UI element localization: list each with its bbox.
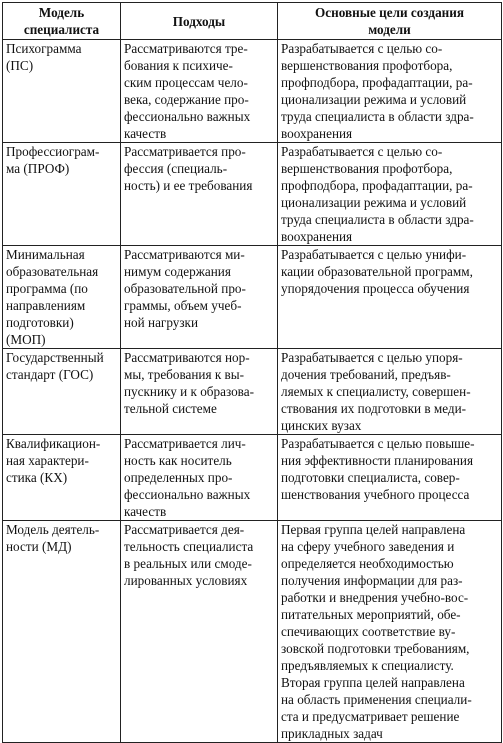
cell-goal: Разрабатывается с целью повыше- ния эффективности планирования подготовки специалиста, совер- шенствования учебного процесса [278,435,502,521]
cell-approach: Рассматривается дея- тельность специалиста в реальных или смоде- лированных условиях [121,521,278,743]
cell-approach: Рассматривается про- фессия (специаль- ность) и ее требования [121,143,278,246]
table-row [3,349,502,435]
cell-approach: Рассматриваются ми- нимум содержания образовательной про- граммы, объем учеб- ной нагрузки [121,246,278,349]
cell-goal: Разрабатывается с целью со- вершенствования профотбора, профподбора, профадаптации, ра- ционализации режима и условий труда специалиста в области здра- воохранения [278,143,502,246]
cell-goal: Разрабатывается с целью упоря- дочения требований, предъяв- ляемых к специалисту, совершен- ствования их подготовки в меди- цинских вузах [278,349,502,435]
cell-model: Минимальная образовательная программа (по направлениям подготовки) (МОП) [3,246,121,349]
cell-goal: Разрабатывается с целью со- вершенствования профотбора, профподбора, профадаптации, ра- ционализации режима и условий труда специалиста в области здра- воохранения [278,40,502,143]
header-model: Модель специалиста [3,3,121,40]
cell-goal: Разрабатывается с целью унифи- кации образовательной программ, упорядочения процесса обучения [278,246,502,349]
header-approach: Подходы [121,3,278,40]
cell-model: Профессиограм- ма (ПРОФ) [3,143,121,246]
table-row [3,246,502,349]
header-goal: Основные цели создания модели [278,3,502,40]
table-row [3,40,502,143]
cell-model: Психограмма (ПС) [3,40,121,143]
cell-approach: Рассматриваются тре- бования к психиче- ским процессам чело- века, содержание про- фессионально важных качеств [121,40,278,143]
cell-approach: Рассматривается лич- ность как носитель определенных про- фессионально важных качеств [121,435,278,521]
cell-goal: Первая группа целей направлена на сферу учебного заведения и определяется необходимостью получения информации для раз- работки и внедрения учебно-вос- питательных мероприятий, обе- спечивающих соответствие ву- зовской подготовки требованиям, предъявляемых к специалисту. Вторая группа целей направлена на область применения специали- ста и предусматривает решение прикладных задач [278,521,502,743]
cell-model: Государственный стандарт (ГОС) [3,349,121,435]
models-table [2,2,502,743]
table-row [3,143,502,246]
cell-model: Квалификацион- ная характери- стика (КХ) [3,435,121,521]
cell-model: Модель деятель- ности (МД) [3,521,121,743]
table-row [3,521,502,743]
table-header-row [3,3,502,40]
table-row [3,435,502,521]
cell-approach: Рассматриваются нор- мы, требования к вы- пускнику и к образова- тельной системе [121,349,278,435]
